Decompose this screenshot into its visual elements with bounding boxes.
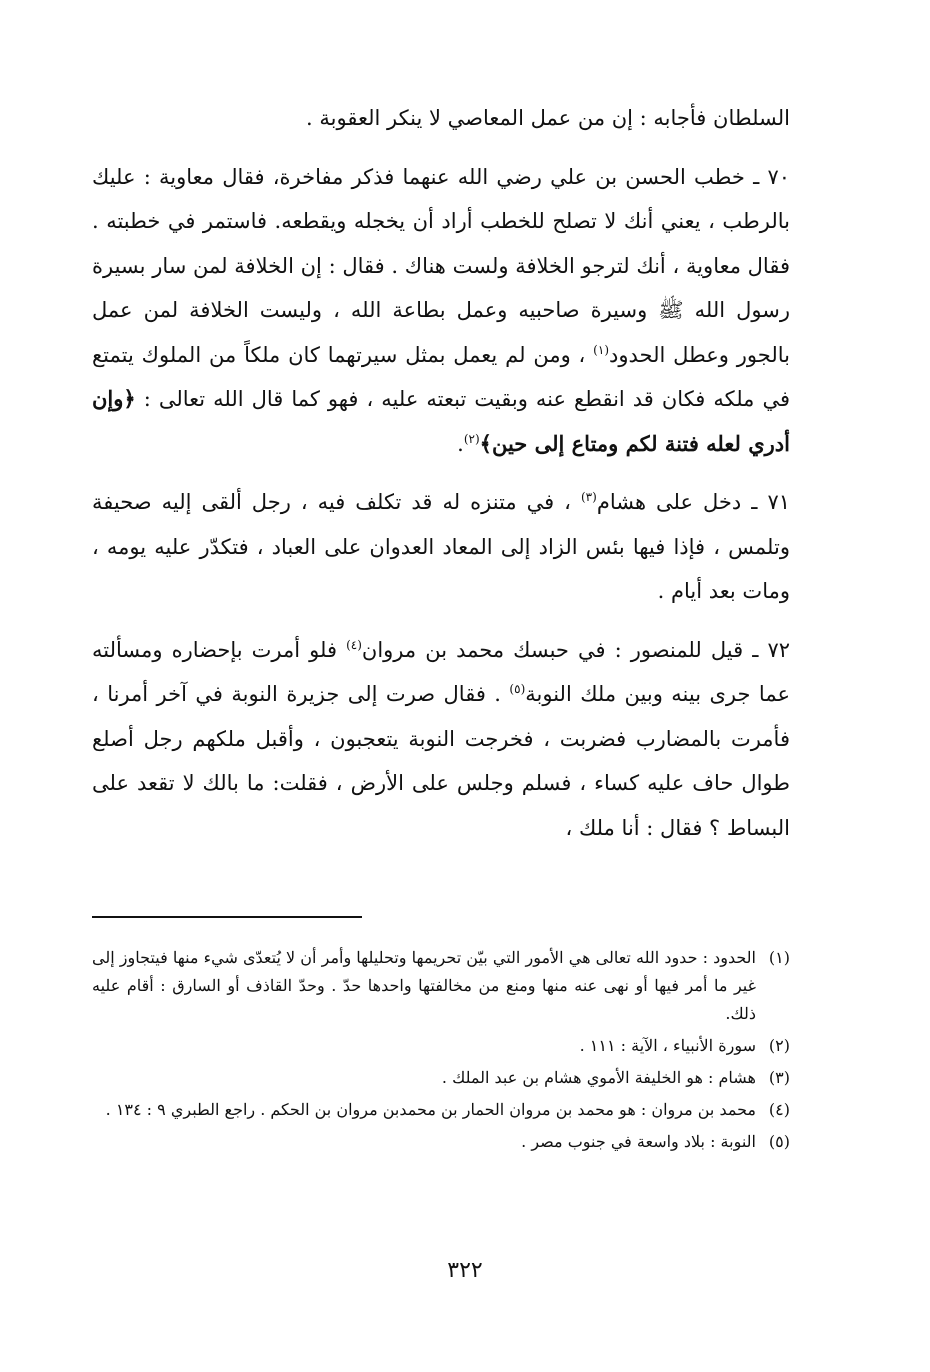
footnote-ref[interactable]: (٥): [509, 682, 526, 696]
paragraph-number: ٧١ ـ: [751, 490, 791, 514]
footnote-item: [92, 1096, 790, 1124]
footnote-number: (٢): [768, 1036, 790, 1055]
paragraph-text: دخل على هشام: [596, 490, 742, 514]
footnote-item: [92, 1128, 790, 1156]
footnote-item: [92, 1032, 790, 1060]
footnote-ref[interactable]: (١): [593, 342, 609, 357]
footnote-text: النوبة : بلاد واسعة في جنوب مصر .: [521, 1132, 756, 1151]
paragraph-text: ، ومن لم يعمل بمثل سيرتهما كان ملكاً من الملوك يتمتع في ملكه فكان قد انقطع عنه وبقيت تبعته عليه ، فهو كما قال الله تعالى :: [92, 342, 790, 411]
footnote-ref[interactable]: (٤): [346, 637, 362, 652]
footnote-text: الحدود : حدود الله تعالى هي الأمور التي بيّن تحريمها وتحليلها وأمر أن لا يُتعدّى شيء منها فيتجاوز إلى غير ما أمر فيها أو نهى عنه منها ومنع من مخالفتها واحدها حدّ . وحدّ القاذف أو السارق : أقام عليه ذلك.: [92, 948, 756, 1023]
paragraph-text: قيل للمنصور : في حبسك محمد بن مروان: [361, 637, 744, 662]
paragraph-number: ٧٢ ـ: [752, 637, 790, 662]
paragraph-text: ، في متنزه له قد تكلف فيه ، رجل ألقى إليه صحيفة وتلمس ، فإذا فيها بئس الزاد إلى المعاد العدوان على العباد ، فتكدّر عليه يومه ، ومات بعد أيام .: [92, 490, 790, 603]
footnote-ref[interactable]: (٢): [463, 431, 480, 446]
footnote-text: محمد بن مروان : هو محمد بن مروان الحمار بن محمدبن مروان بن الحكم . راجع الطبري ٩ : ١٣٤ .: [105, 1100, 756, 1119]
footnote-text: هشام : هو الخليفة الأموي هشام بن عبد الملك .: [441, 1068, 756, 1087]
footnote-item: [92, 944, 790, 1028]
footnote-item: [92, 1064, 790, 1092]
footnote-number: (٣): [768, 1068, 790, 1087]
page-number: ٣٢٢: [447, 1258, 483, 1283]
paragraph-text: . فقال صرت إلى جزيرة النوبة في آخر أمرنا ، فأمرت بالمضارب فضربت ، فخرجت النوبة يتعجبون ، وأقبل ملكهم رجل أصلع طوال حاف عليه كساء ، فسلم وجلس على الأرض ، فقلت: ما بالك لا تقعد على البساط ؟ فقال : أنا ملك ،: [92, 682, 790, 840]
footnote-text: سورة الأنبياء ، الآية : ١١١ .: [579, 1036, 756, 1055]
paragraph-continuation: [92, 96, 790, 141]
footnote-number: (٥): [768, 1132, 790, 1151]
quran-verse: ﴿وإن أدري لعله فتنة لكم ومتاع إلى حين﴾: [92, 386, 790, 456]
paragraph-end: .: [457, 431, 464, 456]
footnotes: [92, 944, 790, 1160]
main-text: [92, 96, 790, 864]
footnote-number: (٤): [768, 1100, 790, 1119]
paragraph-text: خطب الحسن بن علي رضي الله عنهما فذكر مفاخرة، فقال معاوية : عليك بالرطب ، يعني أنك لا تصلح للخطب أراد أن يخجله ويقطعه. فاستمر في خطبته . فقال معاوية ، أنك لترجو الخلافة ولست هناك . فقال : إن الخلافة لمن سار بسيرة رسول الله ﷺ وسيرة صاحبيه وعمل بطاعة الله ، وليست الخلافة لمن عمل بالجور وعطل الحدود: [92, 164, 790, 367]
paragraph-70: [92, 155, 790, 467]
paragraph-number: ٧٠ ـ: [753, 164, 791, 189]
footnote-separator: [92, 916, 362, 918]
footnote-number: (١): [768, 948, 790, 967]
paragraph-72: [92, 628, 790, 851]
paragraph-71: [92, 480, 790, 614]
paragraph-text: فلو أمرت بإحضاره ومسألته عما جرى بينه وبين ملك النوبة: [92, 637, 790, 706]
paragraph-text: السلطان فأجابه : إن من عمل المعاصي لا ينكر العقوبة .: [306, 106, 790, 130]
footnote-ref[interactable]: (٣): [580, 490, 597, 504]
